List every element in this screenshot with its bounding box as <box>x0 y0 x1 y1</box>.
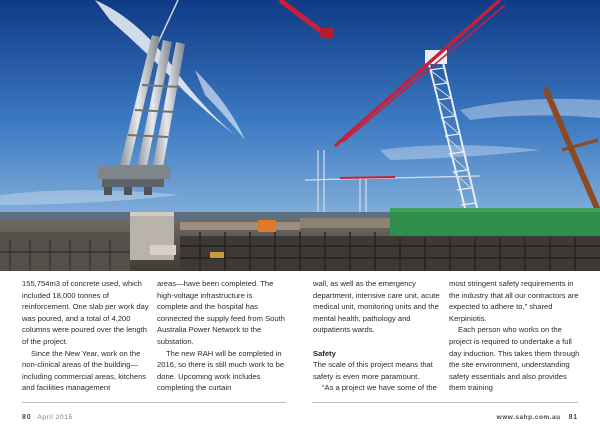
article-column-2 <box>157 278 285 394</box>
paragraph: The scale of this project means that safety is even more paramount. <box>313 360 433 381</box>
page-number: 81 <box>568 414 578 421</box>
paragraph: wall, as well as the emergency department, intensive care unit, acute medical unit, monitoring units and the mental health, pathology and outpatients wards. <box>313 279 440 335</box>
paragraph: areas—have been completed. The high-voltage infrastructure is complete and the hospital has connected the supply feed from South Australia Power Network to the substation. <box>157 279 285 346</box>
paragraph: 155,754m3 of concrete used, which included 18,000 tonnes of reinforcement. One slab per work day was poured, and a total of 4,200 columns were poured over the length of the project. <box>22 279 149 346</box>
paragraph: Each person who works on the project is required to undertake a full day induction. This takes them through the site environment, understanding safety essentials and also provides them training <box>449 325 580 393</box>
article-column-1 <box>22 278 152 394</box>
footer-left <box>22 402 286 421</box>
article-column-4 <box>449 278 582 394</box>
issue-date: April 2015 <box>37 414 73 421</box>
website-url: www.sahp.com.au <box>496 414 561 421</box>
paragraph: most stringent safety requirements in the industry that all our contractors are expected to adhere to,” shared Kerpiniotis. <box>449 279 579 323</box>
jib-counterweight <box>320 28 334 38</box>
paragraph: Since the New Year, work on the non-clinical areas of the building—including commercial areas, kitchens and facilities management <box>22 348 147 393</box>
paragraph: “As a project we have some of the <box>322 383 437 393</box>
footer-right <box>312 402 578 421</box>
page-number: 80 <box>22 414 32 421</box>
paragraph: The new RAH will be completed in 2016, so there is still much work to be done. Upcoming work includes completing the curtain <box>157 348 285 393</box>
section-heading: Safety <box>313 348 336 358</box>
article-body <box>22 278 582 393</box>
article-column-3 <box>313 278 443 394</box>
